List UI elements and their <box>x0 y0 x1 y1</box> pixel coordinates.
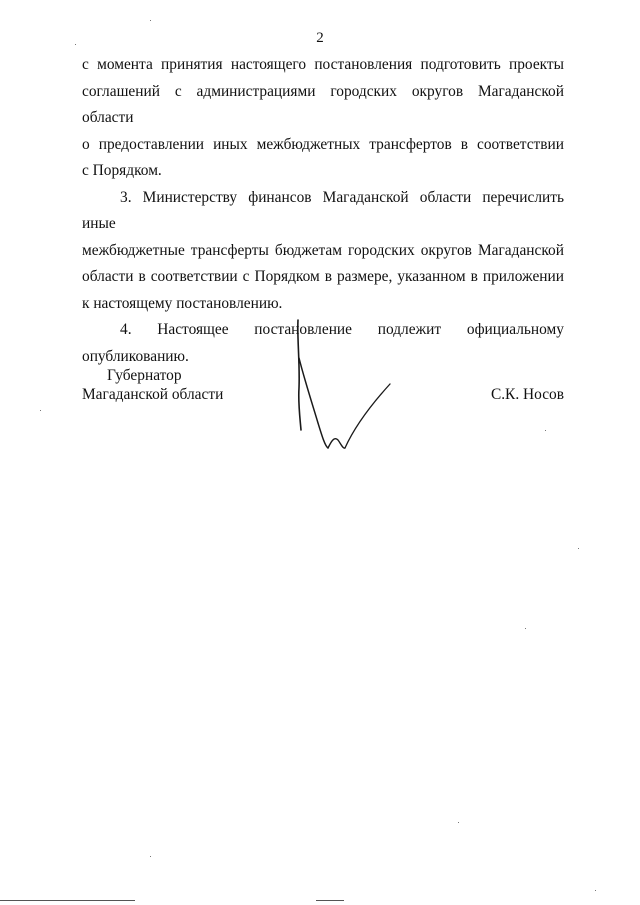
text-line: 4. Настоящее постановление подлежит официальному <box>120 321 564 338</box>
text-line: к настоящему постановлению. <box>82 294 283 312</box>
scan-speck <box>595 890 596 891</box>
text-line: с Порядком. <box>82 162 162 179</box>
footer-rule-left <box>0 900 135 901</box>
text-line: с момента принятия настоящего постановления подготовить проекты <box>82 56 564 73</box>
scan-speck <box>458 822 459 823</box>
text-line: области в соответствии с Порядком в размере, указанном в приложении <box>82 268 564 285</box>
signer-title: Губернатор <box>107 367 182 384</box>
scan-speck <box>150 856 151 857</box>
text-line: о предоставлении иных межбюджетных трансфертов в соответствии <box>82 135 564 153</box>
scan-speck <box>75 44 76 45</box>
text-line: соглашений с администрациями городских округов Магаданской области <box>82 82 564 126</box>
signature-block <box>82 366 564 466</box>
paragraph-continuation <box>82 52 564 185</box>
scan-speck <box>578 548 579 549</box>
footer-rule-center <box>316 900 344 901</box>
scan-speck <box>545 430 546 431</box>
paragraph-item-3 <box>82 185 564 318</box>
signer-name: С.К. Носов <box>490 386 564 403</box>
text-line: 3. Министерству финансов Магаданской области перечислить иные <box>82 188 564 232</box>
scan-speck <box>40 410 41 411</box>
page-number: 2 <box>316 30 324 46</box>
signer-region: Магаданской области <box>82 386 224 403</box>
scan-speck <box>150 20 151 21</box>
scan-speck <box>525 628 526 629</box>
text-line: опубликованию. <box>82 347 189 365</box>
text-line: межбюджетные трансферты бюджетам городских округов Магаданской <box>82 241 564 259</box>
